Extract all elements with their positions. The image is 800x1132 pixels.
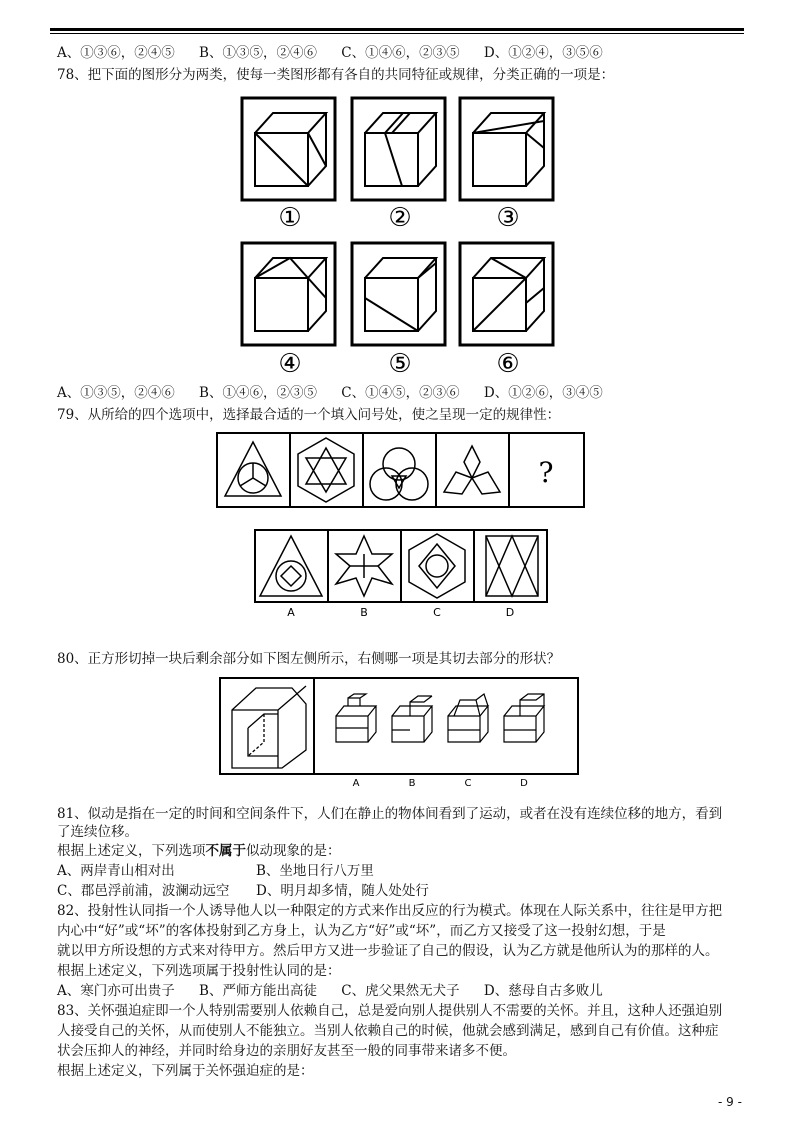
q82-option-b: B、严师方能出高徒 xyxy=(199,983,317,999)
page-number: - 9 - xyxy=(718,1095,742,1109)
q82-option-a: A、寒门亦可出贵子 xyxy=(57,983,175,999)
q78-options xyxy=(57,384,623,402)
q78-cube-2 xyxy=(365,113,436,186)
q82-option-c: C、虎父果然无犬子 xyxy=(341,983,460,999)
q78-cube-figures xyxy=(230,93,560,383)
q78-label-5: ⑤ xyxy=(388,349,412,379)
q81-stem-line-1: 81、似动是指在一定的时间和空间条件下，人们在静止的物体间看到了运动，或者在没有连续位移的地方，看到 xyxy=(57,806,723,822)
q79-seq-figure-2 xyxy=(298,438,354,502)
q79-seq-figure-4 xyxy=(444,446,500,494)
q78-cube-4 xyxy=(255,258,326,331)
q78-stem: 78、把下面的图形分为两类，使每一类图形都有各自的共同特征或规律，分类正确的一项是： xyxy=(57,67,615,83)
q78-option-c: C、①④⑤，②③⑥ xyxy=(341,385,460,401)
q80-option-d-shape xyxy=(504,694,544,742)
q78-label-3: ③ xyxy=(496,203,520,233)
q78-label-2: ② xyxy=(388,203,412,233)
q82-stem-line-1: 82、投射性认同指一个人诱导他人以一种限定的方式来作出反应的行为模式。体现在人际关系中，往往是甲方把 xyxy=(57,903,723,919)
q78-cube-3 xyxy=(473,113,544,186)
q81-option-d: D、明月却多情，随人处处行 xyxy=(256,883,429,899)
header-rule xyxy=(50,28,744,31)
q78-label-1: ① xyxy=(278,203,302,233)
q81-prompt-bold: 不属于 xyxy=(205,843,246,859)
q80-option-c-shape xyxy=(448,694,488,742)
q78-option-d: D、①②⑥，③④⑤ xyxy=(483,385,603,401)
q80-option-a-shape xyxy=(336,694,376,742)
q83-stem-line-3: 状会压抑人的神经，并同时给身边的亲朋好友甚至一般的同事带来诸多不便。 xyxy=(57,1043,516,1059)
q81-option-b: B、坐地日行八万里 xyxy=(256,863,374,879)
q77-option-b: B、①③⑤，②④⑥ xyxy=(199,45,317,61)
q77-option-d: D、①②④，③⑤⑥ xyxy=(483,45,603,61)
q79-options-figure xyxy=(254,528,550,624)
q79-option-b-figure xyxy=(336,536,392,596)
q79-seq-figure-1 xyxy=(225,442,281,496)
q79-option-d-figure xyxy=(486,536,538,596)
q80-label-d: D xyxy=(520,778,528,789)
q80-label-a: A xyxy=(352,778,360,789)
q81-stem-line-2: 了连续位移。 xyxy=(57,824,138,840)
q82-stem-line-3: 就以甲方所设想的方式来对待甲方。然后甲方又进一步验证了自己的假设，认为乙方就是他所认为的那样的人。 xyxy=(57,943,719,959)
q78-cube-5 xyxy=(365,258,436,331)
q78-option-b: B、①④⑥，②③⑤ xyxy=(199,385,317,401)
q79-label-a: A xyxy=(287,606,295,619)
q78-cube-1 xyxy=(255,113,326,186)
q79-label-d: D xyxy=(505,606,515,619)
q78-cube-6 xyxy=(473,258,544,331)
q79-stem: 79、从所给的四个选项中，选择最合适的一个填入问号处，使之呈现一定的规律性： xyxy=(57,407,561,423)
q81-option-a: A、两岸青山相对出 xyxy=(57,863,175,879)
q79-label-c: C xyxy=(433,606,441,619)
q80-stem: 80、正方形切掉一块后剩余部分如下图左侧所示，右侧哪一项是其切去部分的形状？ xyxy=(57,651,561,667)
header-rule-thin xyxy=(50,33,744,34)
q78-option-a: A、①③⑤，②④⑥ xyxy=(57,385,175,401)
q77-option-c: C、①④⑥，②③⑤ xyxy=(341,45,460,61)
q82-option-d: D、慈母自古多败儿 xyxy=(483,983,603,999)
q78-label-4: ④ xyxy=(278,349,302,379)
q77-option-a: A、①③⑥，②④⑤ xyxy=(57,45,175,61)
q82-prompt: 根据上述定义，下列选项属于投射性认同的是： xyxy=(57,963,341,979)
q79-option-a-figure xyxy=(260,536,322,596)
q79-sequence xyxy=(216,432,586,512)
q77-options xyxy=(57,44,623,62)
q81-prompt-post: 似动现象的是： xyxy=(246,843,341,859)
q80-label-b: B xyxy=(408,778,416,789)
q81-prompt-pre: 根据上述定义，下列选项 xyxy=(57,843,206,859)
q80-remaining-shape xyxy=(232,686,306,768)
q83-stem-line-2: 人接受自己的关怀，从而使别人不能独立。当别人依赖自己的时候，他就会感到满足，感到自己有价值。这种症 xyxy=(57,1023,719,1039)
q83-stem-line-1: 83、关怀强迫症即一个人特别需要别人依赖自己，总是爱向别人提供别人不需要的关怀。并且，这种人还强迫别 xyxy=(57,1003,723,1019)
q79-question-mark: ? xyxy=(538,456,554,489)
q82-options xyxy=(57,982,623,1000)
q81-prompt xyxy=(57,842,341,860)
q80-option-b-shape xyxy=(392,696,432,742)
q79-seq-figure-3 xyxy=(370,448,428,500)
q79-label-b: B xyxy=(360,606,368,619)
q82-stem-line-2: 内心中“好”或“坏”的客体投射到乙方身上，认为乙方“好”或“坏”，而乙方又接受了这一投射幻想，于是 xyxy=(57,923,666,939)
q83-prompt: 根据上述定义，下列属于关怀强迫症的是： xyxy=(57,1063,314,1079)
q81-option-c: C、郡邑浮前浦，波澜动远空 xyxy=(57,883,230,899)
q80-figure xyxy=(218,676,582,792)
q78-label-6: ⑥ xyxy=(496,349,520,379)
q80-label-c: C xyxy=(464,778,472,789)
q79-option-c-figure xyxy=(409,534,465,598)
